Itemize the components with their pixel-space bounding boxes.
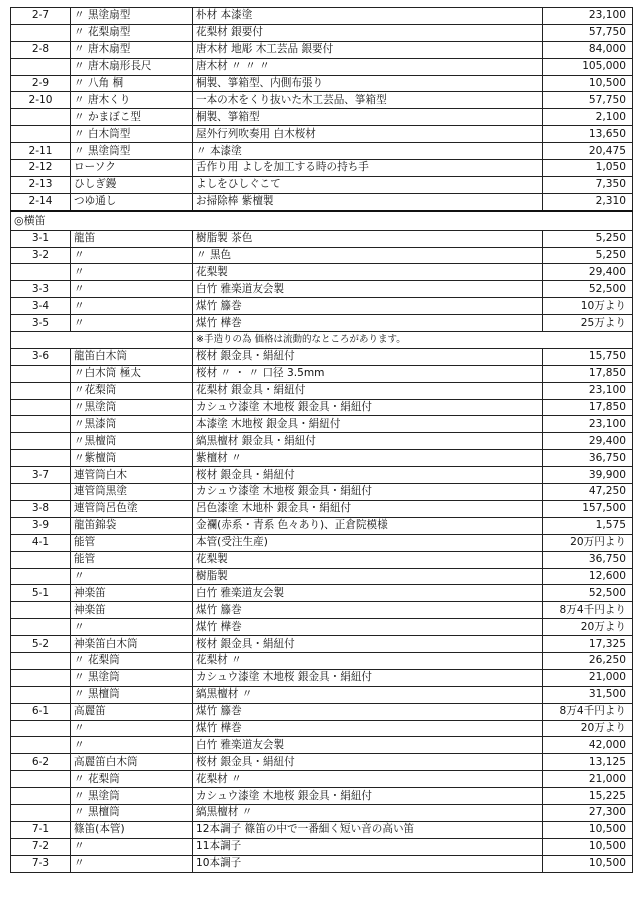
item-description: 花梨材 〃 (193, 652, 543, 669)
item-name: 〃 花梨筒 (71, 652, 193, 669)
item-code (11, 433, 71, 450)
table-row (11, 230, 633, 247)
item-name: 〃 黒檀筒 (71, 804, 193, 821)
item-code (11, 24, 71, 41)
item-price: 15,750 (543, 348, 633, 365)
table-row (11, 8, 633, 25)
item-code (11, 264, 71, 281)
table-row (11, 281, 633, 298)
table-row (11, 551, 633, 568)
item-description: 呂色漆塗 木地朴 銀金具・絹紐付 (193, 500, 543, 517)
table-row (11, 669, 633, 686)
item-name: 〃黒漆筒 (71, 416, 193, 433)
item-code (11, 669, 71, 686)
item-name: 〃 (71, 619, 193, 636)
item-price: 57,750 (543, 92, 633, 109)
table-row (11, 247, 633, 264)
item-description: 朴材 本漆塗 (193, 8, 543, 25)
item-price: 2,310 (543, 193, 633, 210)
item-price: 13,125 (543, 754, 633, 771)
item-price: 23,100 (543, 416, 633, 433)
item-code: 5-1 (11, 585, 71, 602)
item-name: 〃 唐木扇型 (71, 41, 193, 58)
table-row (11, 143, 633, 160)
table-row (11, 467, 633, 484)
table-row (11, 450, 633, 467)
item-price: 1,050 (543, 160, 633, 177)
item-name: 〃 黒塗筒 (71, 669, 193, 686)
item-code: 3-2 (11, 247, 71, 264)
item-code: 2-12 (11, 160, 71, 177)
item-code: 3-6 (11, 348, 71, 365)
item-code: 3-8 (11, 500, 71, 517)
item-code: 3-7 (11, 467, 71, 484)
table-row (11, 737, 633, 754)
item-name: 〃 花梨扇型 (71, 24, 193, 41)
item-code (11, 686, 71, 703)
item-description: 桜材 銀金具・絹紐付 (193, 754, 543, 771)
item-price: 57,750 (543, 24, 633, 41)
item-code (11, 484, 71, 501)
item-price: 7,350 (543, 176, 633, 193)
item-code (11, 771, 71, 788)
item-price: 42,000 (543, 737, 633, 754)
item-code (11, 619, 71, 636)
item-price: 20万円より (543, 534, 633, 551)
item-name: 〃 黒檀筒 (71, 686, 193, 703)
item-name: 〃 (71, 720, 193, 737)
item-name: 〃 唐木扇形長尺 (71, 58, 193, 75)
item-price: 13,650 (543, 126, 633, 143)
item-name: 篠笛(本管) (71, 821, 193, 838)
item-price: 20,475 (543, 143, 633, 160)
item-code (11, 109, 71, 126)
item-name: ローソク (71, 160, 193, 177)
item-name: 〃黒檀筒 (71, 433, 193, 450)
item-code (11, 737, 71, 754)
item-name: 〃 黒塗筒 (71, 788, 193, 805)
item-name: 〃 (71, 298, 193, 315)
item-price: 12,600 (543, 568, 633, 585)
item-price: 10,500 (543, 821, 633, 838)
item-code: 2-11 (11, 143, 71, 160)
item-name: 〃 (71, 264, 193, 281)
item-description: カシュウ漆塗 木地桜 銀金具・絹紐付 (193, 399, 543, 416)
item-code: 3-1 (11, 230, 71, 247)
section-header-row (11, 211, 633, 231)
item-code (11, 720, 71, 737)
item-code: 7-2 (11, 838, 71, 855)
item-description: 煤竹 樺巻 (193, 619, 543, 636)
item-name: 能管 (71, 534, 193, 551)
upper-table-body (11, 8, 633, 211)
item-code: 3-4 (11, 298, 71, 315)
table-row (11, 365, 633, 382)
item-name: 〃 かまぼこ型 (71, 109, 193, 126)
note-spacer (11, 332, 193, 349)
table-row (11, 193, 633, 210)
item-name: 能管 (71, 551, 193, 568)
item-description: 〃 黒色 (193, 247, 543, 264)
item-price: 10万より (543, 298, 633, 315)
item-name: 龍笛白木筒 (71, 348, 193, 365)
item-description: 花梨製 (193, 551, 543, 568)
item-description: 桜材 銀金具・絹紐付 (193, 636, 543, 653)
item-name: 龍笛 (71, 230, 193, 247)
table-row (11, 58, 633, 75)
table-row (11, 771, 633, 788)
item-code (11, 804, 71, 821)
table-row (11, 109, 633, 126)
item-name: 〃 黒塗筒型 (71, 143, 193, 160)
item-code: 7-3 (11, 855, 71, 872)
item-price: 2,100 (543, 109, 633, 126)
item-price: 17,325 (543, 636, 633, 653)
item-code: 3-5 (11, 315, 71, 332)
item-name: 〃 白木筒型 (71, 126, 193, 143)
item-price: 23,100 (543, 8, 633, 25)
item-name: 〃花梨筒 (71, 382, 193, 399)
table-row (11, 24, 633, 41)
item-code: 4-1 (11, 534, 71, 551)
item-code: 6-1 (11, 703, 71, 720)
item-name: 〃 (71, 281, 193, 298)
item-price: 20万より (543, 619, 633, 636)
lower-table-body-a (11, 230, 633, 331)
table-row (11, 92, 633, 109)
item-price: 39,900 (543, 467, 633, 484)
table-row (11, 484, 633, 501)
table-row (11, 788, 633, 805)
table-row (11, 399, 633, 416)
price-table (10, 7, 633, 873)
item-name: 神楽笛 (71, 602, 193, 619)
item-description: 花梨材 銀要付 (193, 24, 543, 41)
item-name: 〃 (71, 315, 193, 332)
item-price: 21,000 (543, 771, 633, 788)
item-name: 〃 (71, 737, 193, 754)
item-code (11, 551, 71, 568)
item-code: 3-9 (11, 517, 71, 534)
item-code (11, 602, 71, 619)
table-row (11, 585, 633, 602)
item-price: 8万4千円より (543, 602, 633, 619)
item-code: 6-2 (11, 754, 71, 771)
table-row (11, 534, 633, 551)
item-price: 26,250 (543, 652, 633, 669)
table-row (11, 703, 633, 720)
item-price: 36,750 (543, 450, 633, 467)
item-description: 縞黒檀材 〃 (193, 686, 543, 703)
table-row (11, 517, 633, 534)
item-code: 7-1 (11, 821, 71, 838)
table-row (11, 821, 633, 838)
item-description: 白竹 雅楽道友会製 (193, 585, 543, 602)
item-name: 〃 (71, 247, 193, 264)
table-row (11, 754, 633, 771)
item-code: 2-14 (11, 193, 71, 210)
item-price: 31,500 (543, 686, 633, 703)
table-row (11, 568, 633, 585)
price-list-sheet (10, 7, 632, 873)
item-code: 5-2 (11, 636, 71, 653)
item-name: 〃紫檀筒 (71, 450, 193, 467)
item-description: 樹脂製 茶色 (193, 230, 543, 247)
table-row (11, 126, 633, 143)
item-name: 〃 (71, 838, 193, 855)
item-name: 〃 八角 桐 (71, 75, 193, 92)
item-description: 花梨材 〃 (193, 771, 543, 788)
item-code: 2-8 (11, 41, 71, 58)
table-row (11, 382, 633, 399)
item-price: 10,500 (543, 75, 633, 92)
item-description: 白竹 雅楽道友会製 (193, 737, 543, 754)
table-row (11, 619, 633, 636)
item-description: 一本の木をくり抜いた木工芸品、箏箱型 (193, 92, 543, 109)
item-code (11, 399, 71, 416)
table-row (11, 176, 633, 193)
item-code (11, 652, 71, 669)
item-code (11, 450, 71, 467)
table-row (11, 652, 633, 669)
item-price: 27,300 (543, 804, 633, 821)
lower-table-body-b (11, 348, 633, 872)
item-price: 36,750 (543, 551, 633, 568)
table-row (11, 686, 633, 703)
table-row (11, 433, 633, 450)
item-description: 本管(受注生産) (193, 534, 543, 551)
item-description: 桜材 銀金具・絹紐付 (193, 467, 543, 484)
item-description: 煤竹 籐巻 (193, 602, 543, 619)
item-description: 花梨製 (193, 264, 543, 281)
item-code (11, 416, 71, 433)
item-code (11, 568, 71, 585)
item-description: 桜材 銀金具・絹紐付 (193, 348, 543, 365)
table-row (11, 416, 633, 433)
item-price: 29,400 (543, 264, 633, 281)
item-description: 煤竹 樺巻 (193, 720, 543, 737)
item-name: 〃 (71, 568, 193, 585)
table-row (11, 500, 633, 517)
item-code (11, 382, 71, 399)
item-description: 屋外行列吹奏用 白木桜材 (193, 126, 543, 143)
item-name: 〃白木筒 極太 (71, 365, 193, 382)
table-row (11, 41, 633, 58)
item-description: 煤竹 籐巻 (193, 703, 543, 720)
item-description: よしをひしぐこて (193, 176, 543, 193)
item-price: 10,500 (543, 855, 633, 872)
item-price: 8万4千円より (543, 703, 633, 720)
item-description: 桐製、箏箱型、内側布張り (193, 75, 543, 92)
item-description: 金襴(赤系・青系 色々あり)、正倉院模様 (193, 517, 543, 534)
item-name: 神楽笛白木筒 (71, 636, 193, 653)
item-description: 本漆塗 木地桜 銀金具・絹紐付 (193, 416, 543, 433)
item-price: 1,575 (543, 517, 633, 534)
item-description: 花梨材 銀金具・絹紐付 (193, 382, 543, 399)
table-row (11, 720, 633, 737)
item-code: 2-13 (11, 176, 71, 193)
item-name: 〃 花梨筒 (71, 771, 193, 788)
item-code (11, 58, 71, 75)
item-code: 2-7 (11, 8, 71, 25)
item-description: 紫檀材 〃 (193, 450, 543, 467)
table-row (11, 855, 633, 872)
item-price: 52,500 (543, 585, 633, 602)
table-row (11, 298, 633, 315)
item-price: 84,000 (543, 41, 633, 58)
item-price: 15,225 (543, 788, 633, 805)
item-name: 神楽笛 (71, 585, 193, 602)
item-price: 25万より (543, 315, 633, 332)
item-description: 唐木材 地彫 木工芸品 銀要付 (193, 41, 543, 58)
section-header-body (11, 211, 633, 231)
table-row (11, 838, 633, 855)
item-description: 桐製、箏箱型 (193, 109, 543, 126)
item-description: 煤竹 樺巻 (193, 315, 543, 332)
item-description: お掃除棒 紫檀製 (193, 193, 543, 210)
item-price: 47,250 (543, 484, 633, 501)
item-price: 52,500 (543, 281, 633, 298)
item-name: 〃 黒塗扇型 (71, 8, 193, 25)
item-name: つゆ通し (71, 193, 193, 210)
item-name: 高麗笛白木筒 (71, 754, 193, 771)
item-name: 連管筒呂色塗 (71, 500, 193, 517)
item-name: 高麗笛 (71, 703, 193, 720)
item-description: 唐木材 〃 〃 〃 (193, 58, 543, 75)
item-name: 〃黒塗筒 (71, 399, 193, 416)
item-description: 桜材 〃 ・ 〃 口径 3.5mm (193, 365, 543, 382)
item-description: 舌作り用 よしを加工する時の持ち手 (193, 160, 543, 177)
item-code: 2-10 (11, 92, 71, 109)
item-name: 龍笛錦袋 (71, 517, 193, 534)
table-row (11, 602, 633, 619)
item-description: 11本調子 (193, 838, 543, 855)
item-description: 10本調子 (193, 855, 543, 872)
table-row (11, 160, 633, 177)
item-code: 3-3 (11, 281, 71, 298)
item-description: カシュウ漆塗 木地桜 銀金具・絹紐付 (193, 788, 543, 805)
table-row (11, 348, 633, 365)
item-price: 17,850 (543, 365, 633, 382)
item-code (11, 126, 71, 143)
table-row (11, 315, 633, 332)
section-title: ◎横笛 (11, 211, 633, 231)
table-row (11, 75, 633, 92)
item-description: 煤竹 籐巻 (193, 298, 543, 315)
item-price: 5,250 (543, 230, 633, 247)
item-description: 樹脂製 (193, 568, 543, 585)
item-price: 5,250 (543, 247, 633, 264)
item-price: 157,500 (543, 500, 633, 517)
item-description: 白竹 雅楽道友会製 (193, 281, 543, 298)
item-code (11, 788, 71, 805)
item-description: 縞黒檀材 銀金具・絹紐付 (193, 433, 543, 450)
item-price: 105,000 (543, 58, 633, 75)
item-name: 連管筒白木 (71, 467, 193, 484)
note-row (11, 332, 633, 349)
item-description: カシュウ漆塗 木地桜 銀金具・絹紐付 (193, 484, 543, 501)
note-body (11, 332, 633, 349)
item-name: 〃 唐木くり (71, 92, 193, 109)
table-row (11, 636, 633, 653)
table-row (11, 804, 633, 821)
item-price: 17,850 (543, 399, 633, 416)
item-description: 12本調子 篠笛の中で一番細く短い音の高い笛 (193, 821, 543, 838)
table-row (11, 264, 633, 281)
item-price: 10,500 (543, 838, 633, 855)
item-description: カシュウ漆塗 木地桜 銀金具・絹紐付 (193, 669, 543, 686)
item-price: 21,000 (543, 669, 633, 686)
item-code: 2-9 (11, 75, 71, 92)
item-price: 23,100 (543, 382, 633, 399)
item-code (11, 365, 71, 382)
note-text: ※手造りの為 価格は流動的なところがあります。 (193, 332, 633, 349)
item-name: 〃 (71, 855, 193, 872)
item-price: 20万より (543, 720, 633, 737)
item-name: 連管筒黒塗 (71, 484, 193, 501)
item-price: 29,400 (543, 433, 633, 450)
item-description: 〃 本漆塗 (193, 143, 543, 160)
item-description: 縞黒檀材 〃 (193, 804, 543, 821)
item-name: ひしぎ鏝 (71, 176, 193, 193)
